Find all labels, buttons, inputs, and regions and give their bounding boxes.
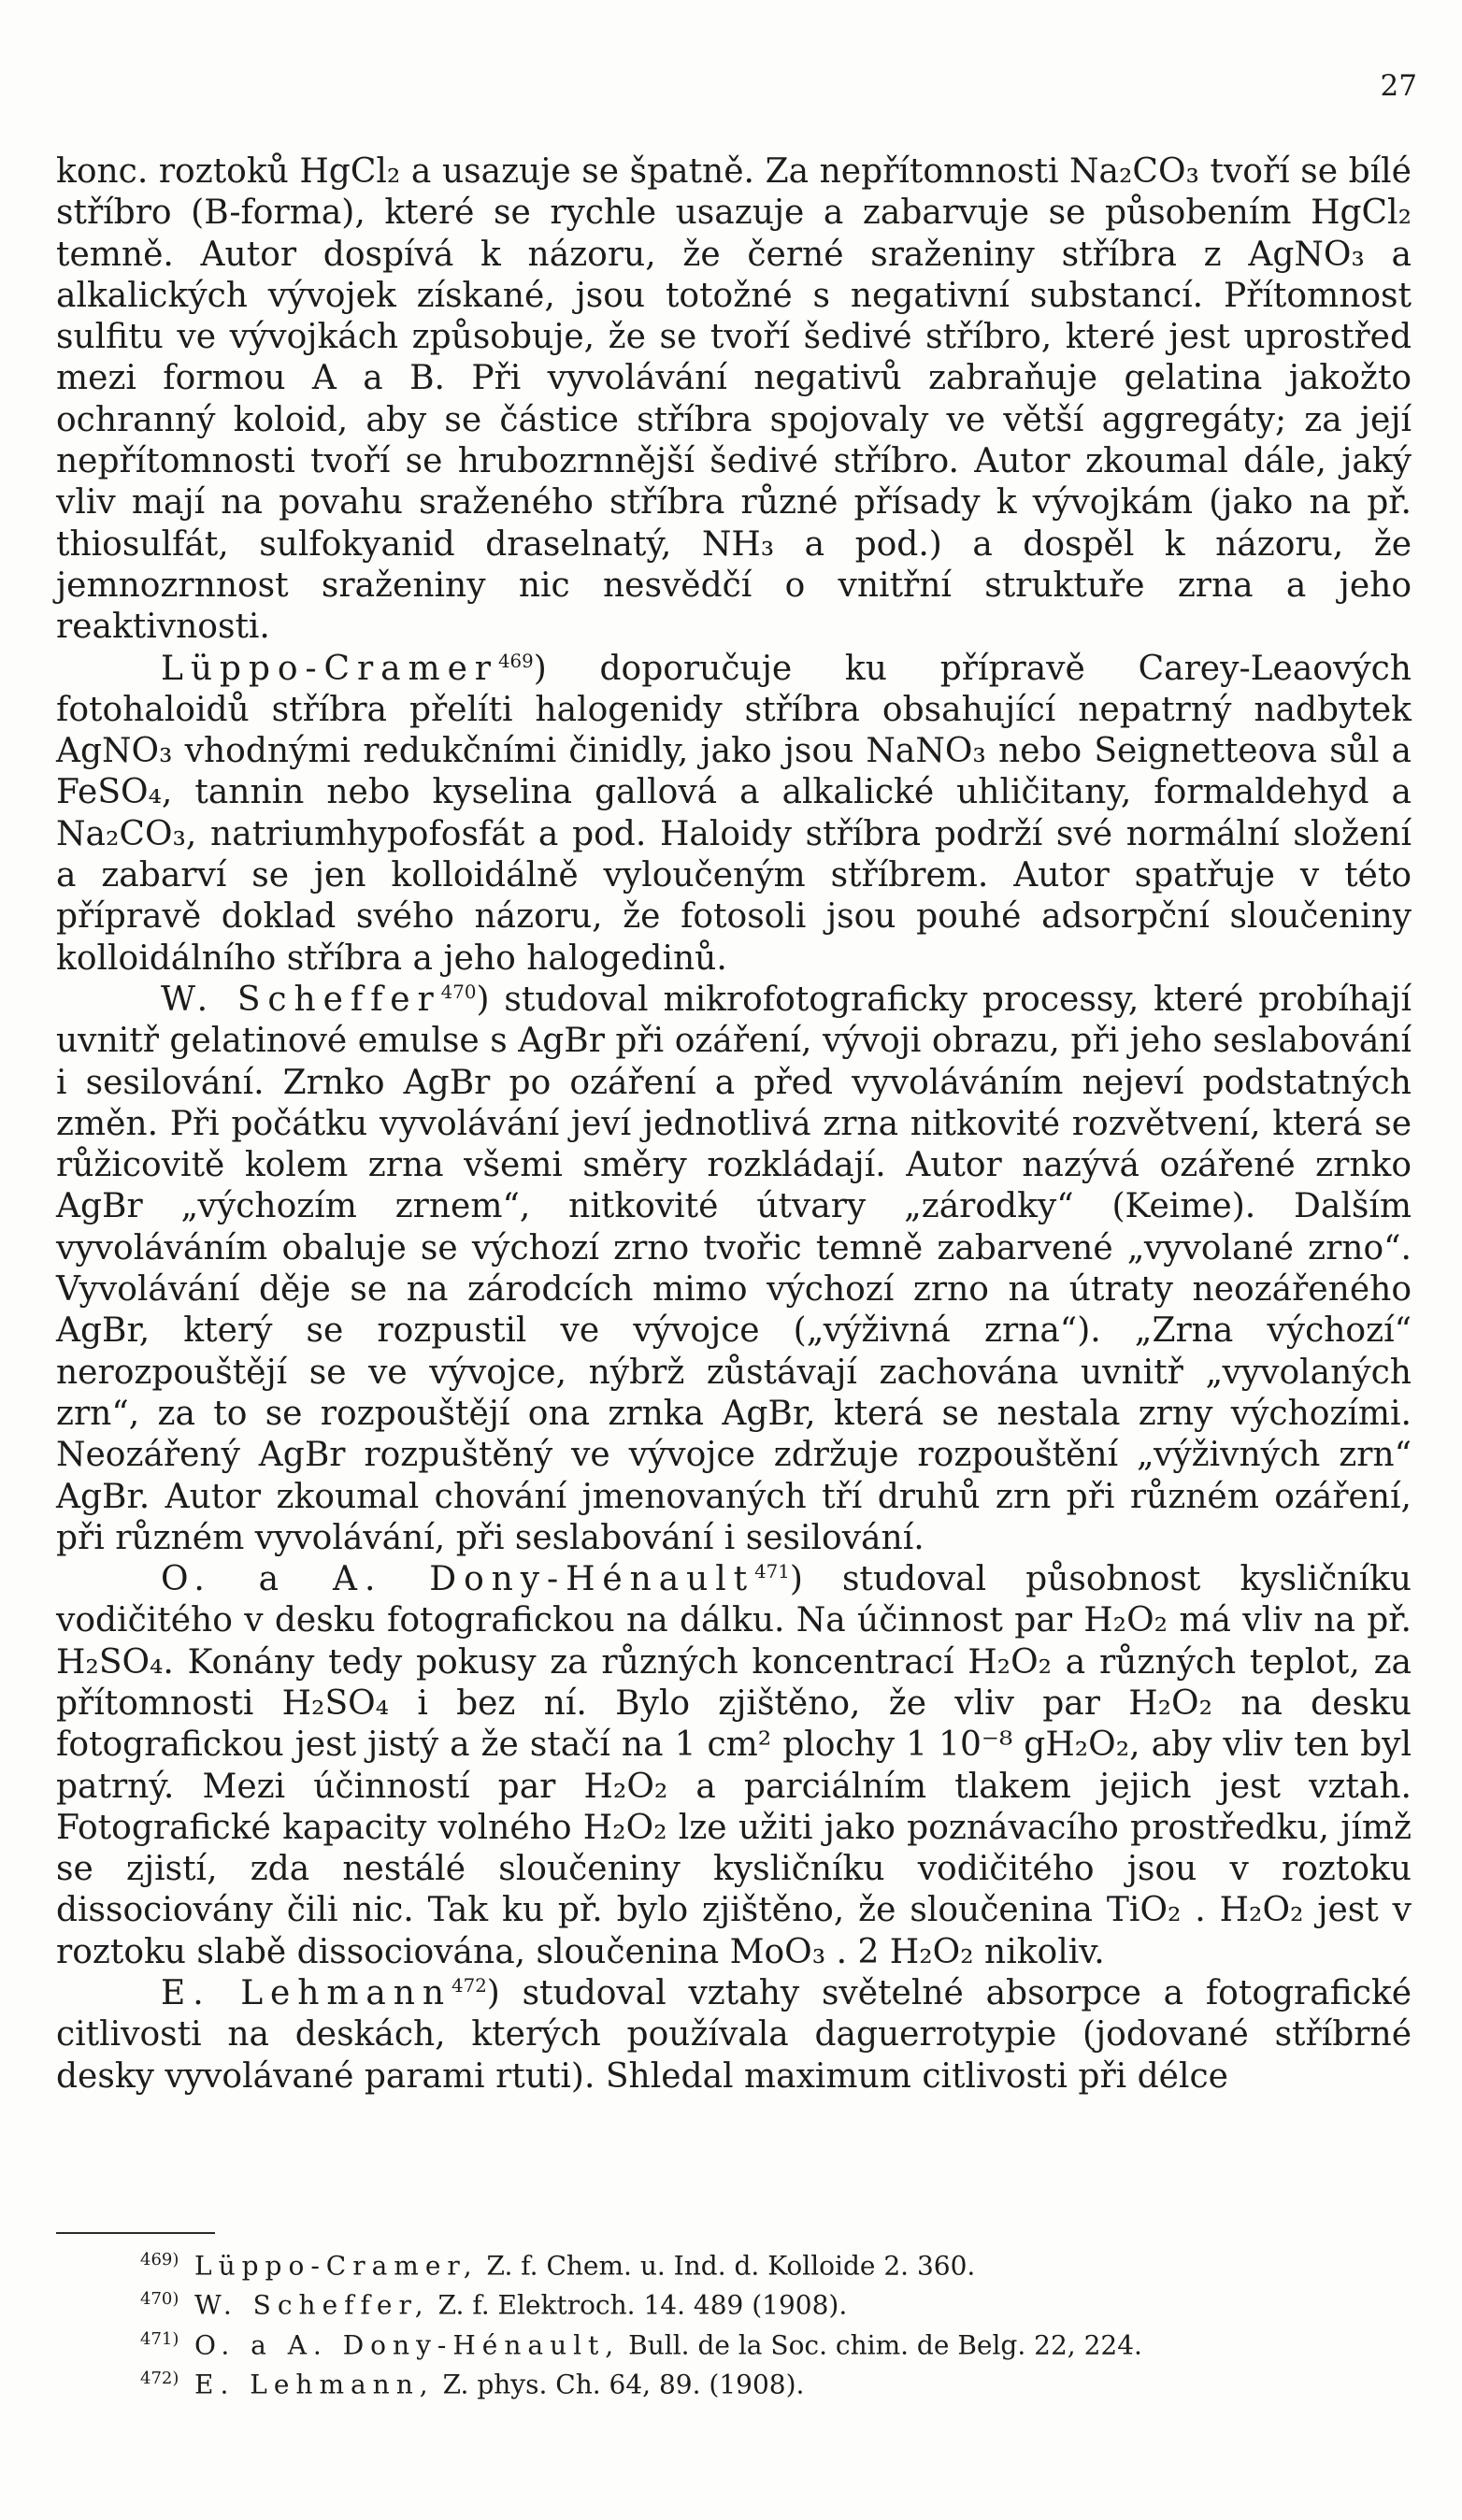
footnote-author: Lüppo-Cramer, [194, 2250, 479, 2282]
paragraph: O. a A. Dony-Hénault$^{471}$) studoval působnost kysličníku vodičitého v desku fotografickou na dálku. Na účinnost par H₂O₂ má vliv na př. H₂SO₄. Konány tedy pokusy za různých koncentrací H₂O₂ a různých teplot, za přítomnosti H₂SO₄ i bez ní. Bylo zjištěno, že vliv par H₂O₂ na desku fotografickou jest jistý a že stačí na 1 cm² plochy 1 10⁻⁸ gH₂O₂, aby vliv ten byl patrný. Mezi účinností par H₂O₂ a parciálním tlakem jejich jest vztah. Fotografické kapacity volného H₂O₂ lze užiti jako poznávacího prostředku, jímž se zjistí, zda nestálé sloučeniny kysličníku vodičitého jsou v roztoku dissociovány čili nic. Tak ku př. bylo zjištěno, že sloučenina TiO₂ . H₂O₂ jest v roztoku slabě dissociována, sloučenina MoO₃ . 2 H₂O₂ nikoliv. [56, 1560, 1412, 1971]
author-name: Lüppo-Cramer [161, 649, 498, 688]
footnote [140, 2243, 1412, 2283]
author-name: W. Scheffer [161, 980, 441, 1019]
footnote-number: 470) [140, 2289, 179, 2310]
footnotes [140, 2243, 1412, 2401]
paragraph: Lüppo-Cramer$^{469}$) doporučuje ku přípravě Carey-Leaových fotohaloidů stříbra přelíti halogenidy stříbra obsahující nepatrný nadbytek AgNO₃ vhodnými redukčními činidly, jako jsou NaNO₃ nebo Seignetteova sůl a FeSO₄, tannin nebo kyselina gallová a alkalické uhličitany, formaldehyd a Na₂CO₃, natriumhypofosfát a pod. Haloidy stříbra podrží své normální složení a zabarví se jen kolloidálně vyloučeným stříbrem. Autor spatřuje v této přípravě doklad svého názoru, že fotosoli jsou pouhé adsorpční sloučeniny kolloidálního stříbra a jeho halogedinů. [56, 649, 1412, 978]
footnote-text: Z. f. Elektroch. 14. 489 (1908). [437, 2289, 848, 2321]
footnote-author: O. a A. Dony-Hénault, [194, 2328, 621, 2360]
footnote-author: E. Lehmann, [194, 2369, 435, 2400]
footnote [140, 2323, 1412, 2362]
footnote-ref[interactable]: 470 [440, 981, 477, 1003]
footnote-author: W. Scheffer, [194, 2289, 430, 2321]
paragraph: E. Lehmann$^{472}$) studoval vztahy světelné absorpce a fotografické citlivosti na deskách, kterých používala daguerrotypie (jodované stříbrné desky vyvolávané parami rtuti). Shledal maximum citlivosti při délce [56, 1974, 1412, 2096]
footnote-ref[interactable]: 471 [754, 1561, 790, 1583]
footnote-number: 469) [140, 2250, 179, 2269]
author-name: E. Lehmann [161, 1974, 452, 2013]
paragraph-text: studoval působnost kysličníku vodičitého v desku fotografickou na dálku. Na účinnost par H₂O₂ má vliv na př. H₂SO₄. Konány tedy pokusy za různých koncentrací H₂O₂ a různých teplot, za přítomnosti H₂SO₄ i bez ní. Bylo zjištěno, že vliv par H₂O₂ na desku fotografickou jest jistý a že stačí na 1 cm² plochy 1 10⁻⁸ gH₂O₂, aby vliv ten byl patrný. Mezi účinností par H₂O₂ a parciálním tlakem jejich jest vztah. Fotografické kapacity volného H₂O₂ lze užiti jako poznávacího prostředku, jímž se zjistí, zda nestálé sloučeniny kysličníku vodičitého jsou v roztoku dissociovány čili nic. Tak ku př. bylo zjištěno, že sloučenina TiO₂ . H₂O₂ jest v roztoku slabě dissociována, sloučenina MoO₃ . 2 H₂O₂ nikoliv. [56, 1560, 1412, 1971]
page-number: 27 [1380, 69, 1417, 103]
paragraph: konc. roztoků HgCl₂ a usazuje se špatně. Za nepřítomnosti Na₂CO₃ tvoří se bílé stříbro (B-forma), které se rychle usazuje a zabarvuje se působením HgCl₂ temně. Autor dospívá k názoru, že černé sraženiny stříbra z AgNO₃ a alkalických vývojek získané, jsou totožné s negativní substancí. Přítomnost sulfitu ve vývojkách způsobuje, že se tvoří šedivé stříbro, které jest uprostřed mezi formou A a B. Při vyvolávání negativů zabraňuje gelatina jakožto ochranný koloid, aby se částice stříbra spojovaly ve větší aggregáty; za její nepřítomnosti tvoří se hrubozrnnější šedivé stříbro. Autor zkoumal dále, jaký vliv mají na povahu sraženého stříbra různé přísady k vývojkám (jako na př. thiosulfát, sulfokyanid draselnatý, NH₃ a pod.) a dospěl k názoru, že jemnozrnnost sraženiny nic nesvědčí o vnitřní struktuře zrna a jeho reaktivnosti. [56, 152, 1412, 647]
footnote-text: Z. f. Chem. u. Ind. d. Kolloide 2. 360. [486, 2250, 976, 2282]
footnote [140, 2362, 1412, 2401]
footnote-text: Bull. de la Soc. chim. de Belg. 22, 224. [628, 2328, 1142, 2360]
author-name: O. a A. Dony-Hénault [161, 1560, 755, 1599]
body-text [56, 151, 1412, 2098]
footnote-text: Z. phys. Ch. 64, 89. (1908). [442, 2369, 805, 2400]
paragraph-text: studoval vztahy světelné absorpce a fotografické citlivosti na deskách, kterých používala daguerrotypie (jodované stříbrné desky vyvolávané parami rtuti). Shledal maximum citlivosti při délce [56, 1974, 1412, 2096]
footnote-divider [56, 2232, 215, 2234]
footnote-ref[interactable]: 472 [452, 1975, 487, 1997]
footnote-number: 472) [140, 2368, 179, 2388]
footnote-number: 471) [140, 2328, 179, 2349]
paragraph: W. Scheffer$^{470}$) studoval mikrofotograficky processy, které probíhají uvnitř gelatinové emulse s AgBr při ozáření, vývoji obrazu, při jeho seslabování i sesilování. Zrnko AgBr po ozáření a před vyvoláváním nejeví podstatných změn. Při počátku vyvolávání jeví jednotlivá zrna nitkovité rozvětvení, která se růžicovitě kolem zrna všemi směry rozkládají. Autor nazývá ozářené zrnko AgBr „výchozím zrnem“, nitkovité útvary „zárodky“ (Keime). Dalším vyvoláváním obaluje se výchozí zrno tvořic temně zabarvené „vyvolané zrno“. Vyvolávání děje se na zárodcích mimo výchozí zrno na útraty neozářeného AgBr, který se rozpustil ve vývojce („výživná zrna“). „Zrna výchozí“ nerozpouštějí se ve vývojce, nýbrž zůstávají zachována uvnitř „vyvolaných zrn“, za to se rozpouštějí ona zrnka AgBr, která se nestala zrny výchozími. Neozářený AgBr rozpuštěný ve vývojce zdržuje rozpouštění „výživných zrn“ AgBr. Autor zkoumal chování jmenovaných tří druhů zrn při různém ozáření, při různém vyvolávání, při seslabování i sesilování. [56, 980, 1412, 1557]
footnote [140, 2283, 1412, 2322]
paragraph-text: studoval mikrofotograficky processy, které probíhají uvnitř gelatinové emulse s AgBr při ozáření, vývoji obrazu, při jeho seslabování i sesilování. Zrnko AgBr po ozáření a před vyvoláváním nejeví podstatných změn. Při počátku vyvolávání jeví jednotlivá zrna nitkovité rozvětvení, která se růžicovitě kolem zrna všemi směry rozkládají. Autor nazývá ozářené zrnko AgBr „výchozím zrnem“, nitkovité útvary „zárodky“ (Keime). Dalším vyvoláváním obaluje se výchozí zrno tvořic temně zabarvené „vyvolané zrno“. Vyvolávání děje se na zárodcích mimo výchozí zrno na útraty neozářeného AgBr, který se rozpustil ve vývojce („výživná zrna“). „Zrna výchozí“ nerozpouštějí se ve vývojce, nýbrž zůstávají zachována uvnitř „vyvolaných zrn“, za to se rozpouštějí ona zrnka AgBr, která se nestala zrny výchozími. Neozářený AgBr rozpuštěný ve vývojce zdržuje rozpouštění „výživných zrn“ AgBr. Autor zkoumal chování jmenovaných tří druhů zrn při různém ozáření, při různém vyvolávání, při seslabování i sesilování. [56, 980, 1412, 1557]
paragraph-text: doporučuje ku přípravě Carey-Leaových fotohaloidů stříbra přelíti halogenidy stříbra obsahující nepatrný nadbytek AgNO₃ vhodnými redukčními činidly, jako jsou NaNO₃ nebo Seignetteova sůl a FeSO₄, tannin nebo kyselina gallová a alkalické uhličitany, formaldehyd a Na₂CO₃, natriumhypofosfát a pod. Haloidy stříbra podrží své normální složení a zabarví se jen kolloidálně vyloučeným stříbrem. Autor spatřuje v této přípravě doklad svého názoru, že fotosoli jsou pouhé adsorpční sloučeniny kolloidálního stříbra a jeho halogedinů. [56, 649, 1412, 978]
footnote-ref[interactable]: 469 [497, 650, 534, 672]
